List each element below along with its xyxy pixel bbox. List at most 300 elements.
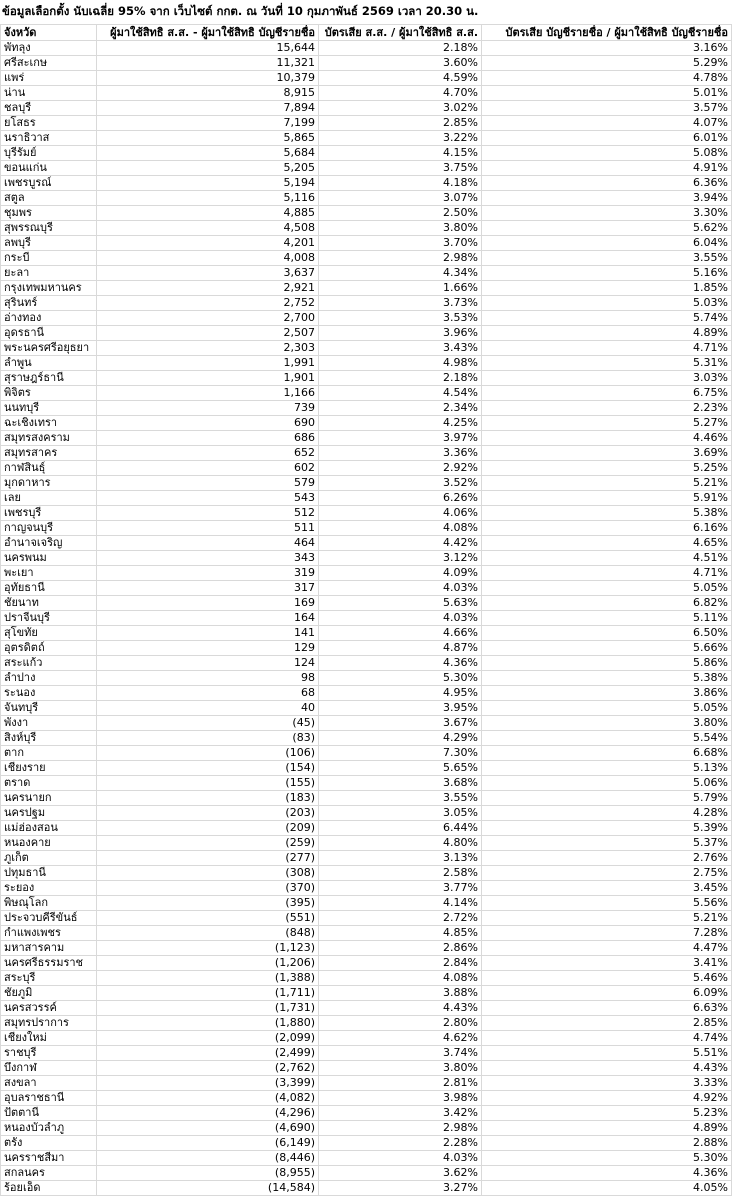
- header-invalid-partylist-ratio[interactable]: บัตรเสีย บัญชีรายชื่อ / ผู้มาใช้สิทธิ บัญชีรายชื่อ: [482, 25, 732, 41]
- province-cell[interactable]: พัทลุง: [1, 41, 97, 56]
- invalid-constituency-ratio-cell[interactable]: 4.59%: [319, 71, 482, 86]
- province-cell[interactable]: นราธิวาส: [1, 131, 97, 146]
- turnout-difference-cell[interactable]: (209): [97, 821, 319, 836]
- province-cell[interactable]: นครสวรรค์: [1, 1001, 97, 1016]
- province-cell[interactable]: พระนครศรีอยุธยา: [1, 341, 97, 356]
- invalid-constituency-ratio-cell[interactable]: 4.87%: [319, 641, 482, 656]
- province-cell[interactable]: สมุทรสาคร: [1, 446, 97, 461]
- province-cell[interactable]: สุรินทร์: [1, 296, 97, 311]
- invalid-constituency-ratio-cell[interactable]: 2.98%: [319, 1121, 482, 1136]
- invalid-constituency-ratio-cell[interactable]: 4.54%: [319, 386, 482, 401]
- province-cell[interactable]: นนทบุรี: [1, 401, 97, 416]
- invalid-partylist-ratio-cell[interactable]: 5.27%: [482, 416, 732, 431]
- invalid-constituency-ratio-cell[interactable]: 4.66%: [319, 626, 482, 641]
- province-cell[interactable]: ตราด: [1, 776, 97, 791]
- invalid-constituency-ratio-cell[interactable]: 7.30%: [319, 746, 482, 761]
- invalid-constituency-ratio-cell[interactable]: 3.05%: [319, 806, 482, 821]
- invalid-constituency-ratio-cell[interactable]: 3.13%: [319, 851, 482, 866]
- invalid-partylist-ratio-cell[interactable]: 5.38%: [482, 671, 732, 686]
- invalid-constituency-ratio-cell[interactable]: 5.30%: [319, 671, 482, 686]
- province-cell[interactable]: แม่ฮ่องสอน: [1, 821, 97, 836]
- turnout-difference-cell[interactable]: (8,446): [97, 1151, 319, 1166]
- invalid-constituency-ratio-cell[interactable]: 3.62%: [319, 1166, 482, 1181]
- invalid-partylist-ratio-cell[interactable]: 5.86%: [482, 656, 732, 671]
- invalid-partylist-ratio-cell[interactable]: 3.16%: [482, 41, 732, 56]
- invalid-constituency-ratio-cell[interactable]: 4.36%: [319, 656, 482, 671]
- province-cell[interactable]: อุบลราชธานี: [1, 1091, 97, 1106]
- invalid-partylist-ratio-cell[interactable]: 6.82%: [482, 596, 732, 611]
- invalid-constituency-ratio-cell[interactable]: 3.12%: [319, 551, 482, 566]
- invalid-partylist-ratio-cell[interactable]: 4.65%: [482, 536, 732, 551]
- province-cell[interactable]: ชัยภูมิ: [1, 986, 97, 1001]
- invalid-constituency-ratio-cell[interactable]: 3.88%: [319, 986, 482, 1001]
- invalid-constituency-ratio-cell[interactable]: 3.77%: [319, 881, 482, 896]
- province-cell[interactable]: ลำพูน: [1, 356, 97, 371]
- invalid-constituency-ratio-cell[interactable]: 2.28%: [319, 1136, 482, 1151]
- invalid-partylist-ratio-cell[interactable]: 6.09%: [482, 986, 732, 1001]
- invalid-constituency-ratio-cell[interactable]: 4.06%: [319, 506, 482, 521]
- turnout-difference-cell[interactable]: 464: [97, 536, 319, 551]
- header-province[interactable]: จังหวัด: [1, 25, 97, 41]
- province-cell[interactable]: กาฬสินธุ์: [1, 461, 97, 476]
- invalid-constituency-ratio-cell[interactable]: 2.84%: [319, 956, 482, 971]
- invalid-partylist-ratio-cell[interactable]: 4.28%: [482, 806, 732, 821]
- invalid-partylist-ratio-cell[interactable]: 6.16%: [482, 521, 732, 536]
- province-cell[interactable]: สตูล: [1, 191, 97, 206]
- turnout-difference-cell[interactable]: 7,894: [97, 101, 319, 116]
- invalid-constituency-ratio-cell[interactable]: 3.80%: [319, 1061, 482, 1076]
- turnout-difference-cell[interactable]: 2,921: [97, 281, 319, 296]
- turnout-difference-cell[interactable]: 4,201: [97, 236, 319, 251]
- invalid-constituency-ratio-cell[interactable]: 2.86%: [319, 941, 482, 956]
- turnout-difference-cell[interactable]: 40: [97, 701, 319, 716]
- province-cell[interactable]: ระนอง: [1, 686, 97, 701]
- invalid-constituency-ratio-cell[interactable]: 3.80%: [319, 221, 482, 236]
- turnout-difference-cell[interactable]: (4,690): [97, 1121, 319, 1136]
- invalid-partylist-ratio-cell[interactable]: 4.43%: [482, 1061, 732, 1076]
- invalid-partylist-ratio-cell[interactable]: 5.21%: [482, 911, 732, 926]
- invalid-partylist-ratio-cell[interactable]: 4.36%: [482, 1166, 732, 1181]
- turnout-difference-cell[interactable]: 141: [97, 626, 319, 641]
- invalid-partylist-ratio-cell[interactable]: 5.05%: [482, 701, 732, 716]
- invalid-constituency-ratio-cell[interactable]: 3.07%: [319, 191, 482, 206]
- province-cell[interactable]: กระบี่: [1, 251, 97, 266]
- turnout-difference-cell[interactable]: (1,206): [97, 956, 319, 971]
- invalid-constituency-ratio-cell[interactable]: 4.14%: [319, 896, 482, 911]
- province-cell[interactable]: ปัตตานี: [1, 1106, 97, 1121]
- invalid-partylist-ratio-cell[interactable]: 3.94%: [482, 191, 732, 206]
- turnout-difference-cell[interactable]: (83): [97, 731, 319, 746]
- province-cell[interactable]: อุตรดิตถ์: [1, 641, 97, 656]
- invalid-constituency-ratio-cell[interactable]: 3.42%: [319, 1106, 482, 1121]
- province-cell[interactable]: กำแพงเพชร: [1, 926, 97, 941]
- invalid-constituency-ratio-cell[interactable]: 4.42%: [319, 536, 482, 551]
- invalid-constituency-ratio-cell[interactable]: 3.22%: [319, 131, 482, 146]
- turnout-difference-cell[interactable]: 169: [97, 596, 319, 611]
- invalid-constituency-ratio-cell[interactable]: 3.02%: [319, 101, 482, 116]
- province-cell[interactable]: อำนาจเจริญ: [1, 536, 97, 551]
- province-cell[interactable]: เลย: [1, 491, 97, 506]
- turnout-difference-cell[interactable]: 4,885: [97, 206, 319, 221]
- invalid-constituency-ratio-cell[interactable]: 2.98%: [319, 251, 482, 266]
- turnout-difference-cell[interactable]: (4,296): [97, 1106, 319, 1121]
- province-cell[interactable]: พิจิตร: [1, 386, 97, 401]
- invalid-constituency-ratio-cell[interactable]: 3.27%: [319, 1181, 482, 1196]
- turnout-difference-cell[interactable]: 2,507: [97, 326, 319, 341]
- invalid-partylist-ratio-cell[interactable]: 5.29%: [482, 56, 732, 71]
- turnout-difference-cell[interactable]: 68: [97, 686, 319, 701]
- invalid-constituency-ratio-cell[interactable]: 3.74%: [319, 1046, 482, 1061]
- turnout-difference-cell[interactable]: (8,955): [97, 1166, 319, 1181]
- invalid-constituency-ratio-cell[interactable]: 4.03%: [319, 611, 482, 626]
- invalid-partylist-ratio-cell[interactable]: 3.41%: [482, 956, 732, 971]
- turnout-difference-cell[interactable]: 5,116: [97, 191, 319, 206]
- province-cell[interactable]: เพชรบุรี: [1, 506, 97, 521]
- invalid-partylist-ratio-cell[interactable]: 4.05%: [482, 1181, 732, 1196]
- invalid-partylist-ratio-cell[interactable]: 5.11%: [482, 611, 732, 626]
- invalid-constituency-ratio-cell[interactable]: 4.29%: [319, 731, 482, 746]
- invalid-constituency-ratio-cell[interactable]: 3.75%: [319, 161, 482, 176]
- turnout-difference-cell[interactable]: (370): [97, 881, 319, 896]
- turnout-difference-cell[interactable]: 543: [97, 491, 319, 506]
- province-cell[interactable]: ยะลา: [1, 266, 97, 281]
- invalid-constituency-ratio-cell[interactable]: 3.97%: [319, 431, 482, 446]
- turnout-difference-cell[interactable]: 129: [97, 641, 319, 656]
- province-cell[interactable]: สงขลา: [1, 1076, 97, 1091]
- province-cell[interactable]: สิงห์บุรี: [1, 731, 97, 746]
- invalid-partylist-ratio-cell[interactable]: 3.69%: [482, 446, 732, 461]
- invalid-partylist-ratio-cell[interactable]: 5.38%: [482, 506, 732, 521]
- invalid-constituency-ratio-cell[interactable]: 3.67%: [319, 716, 482, 731]
- province-cell[interactable]: จันทบุรี: [1, 701, 97, 716]
- province-cell[interactable]: หนองบัวลำภู: [1, 1121, 97, 1136]
- province-cell[interactable]: ภูเก็ต: [1, 851, 97, 866]
- invalid-partylist-ratio-cell[interactable]: 2.85%: [482, 1016, 732, 1031]
- turnout-difference-cell[interactable]: 1,901: [97, 371, 319, 386]
- province-cell[interactable]: ลพบุรี: [1, 236, 97, 251]
- invalid-constituency-ratio-cell[interactable]: 4.08%: [319, 521, 482, 536]
- invalid-constituency-ratio-cell[interactable]: 4.95%: [319, 686, 482, 701]
- turnout-difference-cell[interactable]: (2,762): [97, 1061, 319, 1076]
- province-cell[interactable]: ปราจีนบุรี: [1, 611, 97, 626]
- invalid-partylist-ratio-cell[interactable]: 4.74%: [482, 1031, 732, 1046]
- province-cell[interactable]: ชัยนาท: [1, 596, 97, 611]
- province-cell[interactable]: ร้อยเอ็ด: [1, 1181, 97, 1196]
- invalid-partylist-ratio-cell[interactable]: 6.01%: [482, 131, 732, 146]
- invalid-partylist-ratio-cell[interactable]: 6.04%: [482, 236, 732, 251]
- invalid-partylist-ratio-cell[interactable]: 5.06%: [482, 776, 732, 791]
- turnout-difference-cell[interactable]: (183): [97, 791, 319, 806]
- invalid-constituency-ratio-cell[interactable]: 2.58%: [319, 866, 482, 881]
- turnout-difference-cell[interactable]: (155): [97, 776, 319, 791]
- turnout-difference-cell[interactable]: (551): [97, 911, 319, 926]
- invalid-constituency-ratio-cell[interactable]: 4.70%: [319, 86, 482, 101]
- invalid-partylist-ratio-cell[interactable]: 5.23%: [482, 1106, 732, 1121]
- invalid-partylist-ratio-cell[interactable]: 3.57%: [482, 101, 732, 116]
- invalid-partylist-ratio-cell[interactable]: 5.91%: [482, 491, 732, 506]
- turnout-difference-cell[interactable]: (154): [97, 761, 319, 776]
- invalid-partylist-ratio-cell[interactable]: 5.13%: [482, 761, 732, 776]
- turnout-difference-cell[interactable]: (45): [97, 716, 319, 731]
- province-cell[interactable]: ราชบุรี: [1, 1046, 97, 1061]
- invalid-partylist-ratio-cell[interactable]: 5.46%: [482, 971, 732, 986]
- invalid-constituency-ratio-cell[interactable]: 3.53%: [319, 311, 482, 326]
- invalid-constituency-ratio-cell[interactable]: 4.43%: [319, 1001, 482, 1016]
- invalid-partylist-ratio-cell[interactable]: 4.89%: [482, 326, 732, 341]
- turnout-difference-cell[interactable]: 317: [97, 581, 319, 596]
- invalid-constituency-ratio-cell[interactable]: 2.85%: [319, 116, 482, 131]
- invalid-partylist-ratio-cell[interactable]: 5.30%: [482, 1151, 732, 1166]
- turnout-difference-cell[interactable]: 3,637: [97, 266, 319, 281]
- invalid-constituency-ratio-cell[interactable]: 2.72%: [319, 911, 482, 926]
- invalid-constituency-ratio-cell[interactable]: 4.62%: [319, 1031, 482, 1046]
- invalid-constituency-ratio-cell[interactable]: 3.95%: [319, 701, 482, 716]
- province-cell[interactable]: ลำปาง: [1, 671, 97, 686]
- turnout-difference-cell[interactable]: 343: [97, 551, 319, 566]
- turnout-difference-cell[interactable]: 511: [97, 521, 319, 536]
- province-cell[interactable]: บึงกาฬ: [1, 1061, 97, 1076]
- invalid-partylist-ratio-cell[interactable]: 3.03%: [482, 371, 732, 386]
- invalid-constituency-ratio-cell[interactable]: 2.50%: [319, 206, 482, 221]
- invalid-constituency-ratio-cell[interactable]: 2.92%: [319, 461, 482, 476]
- turnout-difference-cell[interactable]: 1,991: [97, 356, 319, 371]
- province-cell[interactable]: สระบุรี: [1, 971, 97, 986]
- invalid-partylist-ratio-cell[interactable]: 5.05%: [482, 581, 732, 596]
- province-cell[interactable]: นครปฐม: [1, 806, 97, 821]
- invalid-partylist-ratio-cell[interactable]: 4.51%: [482, 551, 732, 566]
- province-cell[interactable]: ฉะเชิงเทรา: [1, 416, 97, 431]
- invalid-partylist-ratio-cell[interactable]: 2.88%: [482, 1136, 732, 1151]
- invalid-partylist-ratio-cell[interactable]: 5.31%: [482, 356, 732, 371]
- invalid-constituency-ratio-cell[interactable]: 4.18%: [319, 176, 482, 191]
- turnout-difference-cell[interactable]: 8,915: [97, 86, 319, 101]
- invalid-constituency-ratio-cell[interactable]: 2.80%: [319, 1016, 482, 1031]
- province-cell[interactable]: น่าน: [1, 86, 97, 101]
- turnout-difference-cell[interactable]: 124: [97, 656, 319, 671]
- province-cell[interactable]: ชลบุรี: [1, 101, 97, 116]
- invalid-partylist-ratio-cell[interactable]: 4.46%: [482, 431, 732, 446]
- turnout-difference-cell[interactable]: (848): [97, 926, 319, 941]
- turnout-difference-cell[interactable]: 602: [97, 461, 319, 476]
- province-cell[interactable]: นครศรีธรรมราช: [1, 956, 97, 971]
- turnout-difference-cell[interactable]: (1,880): [97, 1016, 319, 1031]
- invalid-partylist-ratio-cell[interactable]: 4.89%: [482, 1121, 732, 1136]
- province-cell[interactable]: สมุทรปราการ: [1, 1016, 97, 1031]
- invalid-constituency-ratio-cell[interactable]: 3.36%: [319, 446, 482, 461]
- province-cell[interactable]: ขอนแก่น: [1, 161, 97, 176]
- invalid-constituency-ratio-cell[interactable]: 2.18%: [319, 371, 482, 386]
- invalid-constituency-ratio-cell[interactable]: 3.70%: [319, 236, 482, 251]
- invalid-partylist-ratio-cell[interactable]: 5.08%: [482, 146, 732, 161]
- invalid-partylist-ratio-cell[interactable]: 3.86%: [482, 686, 732, 701]
- invalid-partylist-ratio-cell[interactable]: 5.54%: [482, 731, 732, 746]
- province-cell[interactable]: สระแก้ว: [1, 656, 97, 671]
- province-cell[interactable]: สุโขทัย: [1, 626, 97, 641]
- invalid-constituency-ratio-cell[interactable]: 4.03%: [319, 1151, 482, 1166]
- invalid-constituency-ratio-cell[interactable]: 5.63%: [319, 596, 482, 611]
- turnout-difference-cell[interactable]: 690: [97, 416, 319, 431]
- turnout-difference-cell[interactable]: 164: [97, 611, 319, 626]
- invalid-constituency-ratio-cell[interactable]: 4.98%: [319, 356, 482, 371]
- turnout-difference-cell[interactable]: (4,082): [97, 1091, 319, 1106]
- province-cell[interactable]: สุพรรณบุรี: [1, 221, 97, 236]
- turnout-difference-cell[interactable]: (106): [97, 746, 319, 761]
- invalid-partylist-ratio-cell[interactable]: 2.75%: [482, 866, 732, 881]
- invalid-partylist-ratio-cell[interactable]: 6.75%: [482, 386, 732, 401]
- turnout-difference-cell[interactable]: 2,303: [97, 341, 319, 356]
- turnout-difference-cell[interactable]: (308): [97, 866, 319, 881]
- invalid-partylist-ratio-cell[interactable]: 5.51%: [482, 1046, 732, 1061]
- invalid-partylist-ratio-cell[interactable]: 5.56%: [482, 896, 732, 911]
- header-invalid-constituency-ratio[interactable]: บัตรเสีย ส.ส. / ผู้มาใช้สิทธิ ส.ส.: [319, 25, 482, 41]
- invalid-partylist-ratio-cell[interactable]: 3.55%: [482, 251, 732, 266]
- turnout-difference-cell[interactable]: 11,321: [97, 56, 319, 71]
- province-cell[interactable]: สุราษฎร์ธานี: [1, 371, 97, 386]
- invalid-partylist-ratio-cell[interactable]: 3.45%: [482, 881, 732, 896]
- turnout-difference-cell[interactable]: (203): [97, 806, 319, 821]
- province-cell[interactable]: แพร่: [1, 71, 97, 86]
- invalid-partylist-ratio-cell[interactable]: 5.66%: [482, 641, 732, 656]
- invalid-partylist-ratio-cell[interactable]: 4.92%: [482, 1091, 732, 1106]
- turnout-difference-cell[interactable]: 7,199: [97, 116, 319, 131]
- province-cell[interactable]: กรุงเทพมหานคร: [1, 281, 97, 296]
- invalid-partylist-ratio-cell[interactable]: 3.33%: [482, 1076, 732, 1091]
- turnout-difference-cell[interactable]: 2,752: [97, 296, 319, 311]
- turnout-difference-cell[interactable]: (277): [97, 851, 319, 866]
- invalid-partylist-ratio-cell[interactable]: 4.78%: [482, 71, 732, 86]
- province-cell[interactable]: นครนายก: [1, 791, 97, 806]
- invalid-partylist-ratio-cell[interactable]: 2.76%: [482, 851, 732, 866]
- province-cell[interactable]: อ่างทอง: [1, 311, 97, 326]
- province-cell[interactable]: เพชรบูรณ์: [1, 176, 97, 191]
- turnout-difference-cell[interactable]: 739: [97, 401, 319, 416]
- invalid-constituency-ratio-cell[interactable]: 2.81%: [319, 1076, 482, 1091]
- province-cell[interactable]: เชียงใหม่: [1, 1031, 97, 1046]
- invalid-constituency-ratio-cell[interactable]: 3.52%: [319, 476, 482, 491]
- invalid-partylist-ratio-cell[interactable]: 7.28%: [482, 926, 732, 941]
- invalid-partylist-ratio-cell[interactable]: 4.47%: [482, 941, 732, 956]
- turnout-difference-cell[interactable]: (1,731): [97, 1001, 319, 1016]
- province-cell[interactable]: สมุทรสงคราม: [1, 431, 97, 446]
- province-cell[interactable]: นครราชสีมา: [1, 1151, 97, 1166]
- invalid-constituency-ratio-cell[interactable]: 4.15%: [319, 146, 482, 161]
- invalid-constituency-ratio-cell[interactable]: 3.60%: [319, 56, 482, 71]
- invalid-partylist-ratio-cell[interactable]: 5.01%: [482, 86, 732, 101]
- turnout-difference-cell[interactable]: (3,399): [97, 1076, 319, 1091]
- turnout-difference-cell[interactable]: 4,008: [97, 251, 319, 266]
- invalid-partylist-ratio-cell[interactable]: 4.71%: [482, 341, 732, 356]
- province-cell[interactable]: มุกดาหาร: [1, 476, 97, 491]
- invalid-partylist-ratio-cell[interactable]: 3.30%: [482, 206, 732, 221]
- invalid-partylist-ratio-cell[interactable]: 1.85%: [482, 281, 732, 296]
- invalid-partylist-ratio-cell[interactable]: 5.21%: [482, 476, 732, 491]
- turnout-difference-cell[interactable]: (1,388): [97, 971, 319, 986]
- turnout-difference-cell[interactable]: 5,194: [97, 176, 319, 191]
- province-cell[interactable]: ศรีสะเกษ: [1, 56, 97, 71]
- turnout-difference-cell[interactable]: (1,711): [97, 986, 319, 1001]
- invalid-partylist-ratio-cell[interactable]: 6.68%: [482, 746, 732, 761]
- turnout-difference-cell[interactable]: 652: [97, 446, 319, 461]
- invalid-constituency-ratio-cell[interactable]: 2.18%: [319, 41, 482, 56]
- invalid-constituency-ratio-cell[interactable]: 4.03%: [319, 581, 482, 596]
- turnout-difference-cell[interactable]: 319: [97, 566, 319, 581]
- turnout-difference-cell[interactable]: 4,508: [97, 221, 319, 236]
- invalid-partylist-ratio-cell[interactable]: 5.74%: [482, 311, 732, 326]
- province-cell[interactable]: นครพนม: [1, 551, 97, 566]
- invalid-constituency-ratio-cell[interactable]: 2.34%: [319, 401, 482, 416]
- invalid-constituency-ratio-cell[interactable]: 4.80%: [319, 836, 482, 851]
- turnout-difference-cell[interactable]: 98: [97, 671, 319, 686]
- province-cell[interactable]: มหาสารคาม: [1, 941, 97, 956]
- turnout-difference-cell[interactable]: 10,379: [97, 71, 319, 86]
- invalid-constituency-ratio-cell[interactable]: 1.66%: [319, 281, 482, 296]
- invalid-constituency-ratio-cell[interactable]: 4.09%: [319, 566, 482, 581]
- province-cell[interactable]: พิษณุโลก: [1, 896, 97, 911]
- invalid-constituency-ratio-cell[interactable]: 3.96%: [319, 326, 482, 341]
- turnout-difference-cell[interactable]: (259): [97, 836, 319, 851]
- invalid-constituency-ratio-cell[interactable]: 4.85%: [319, 926, 482, 941]
- invalid-partylist-ratio-cell[interactable]: 5.79%: [482, 791, 732, 806]
- province-cell[interactable]: ปทุมธานี: [1, 866, 97, 881]
- invalid-constituency-ratio-cell[interactable]: 3.68%: [319, 776, 482, 791]
- invalid-constituency-ratio-cell[interactable]: 4.25%: [319, 416, 482, 431]
- invalid-constituency-ratio-cell[interactable]: 3.43%: [319, 341, 482, 356]
- province-cell[interactable]: พังงา: [1, 716, 97, 731]
- invalid-constituency-ratio-cell[interactable]: 6.44%: [319, 821, 482, 836]
- province-cell[interactable]: สกลนคร: [1, 1166, 97, 1181]
- invalid-partylist-ratio-cell[interactable]: 5.39%: [482, 821, 732, 836]
- turnout-difference-cell[interactable]: 5,865: [97, 131, 319, 146]
- province-cell[interactable]: หนองคาย: [1, 836, 97, 851]
- invalid-partylist-ratio-cell[interactable]: 4.07%: [482, 116, 732, 131]
- invalid-constituency-ratio-cell[interactable]: 3.73%: [319, 296, 482, 311]
- province-cell[interactable]: บุรีรัมย์: [1, 146, 97, 161]
- invalid-constituency-ratio-cell[interactable]: 3.98%: [319, 1091, 482, 1106]
- invalid-partylist-ratio-cell[interactable]: 3.80%: [482, 716, 732, 731]
- province-cell[interactable]: ประจวบคีรีขันธ์: [1, 911, 97, 926]
- turnout-difference-cell[interactable]: 512: [97, 506, 319, 521]
- invalid-constituency-ratio-cell[interactable]: 3.55%: [319, 791, 482, 806]
- invalid-partylist-ratio-cell[interactable]: 4.91%: [482, 161, 732, 176]
- turnout-difference-cell[interactable]: (14,584): [97, 1181, 319, 1196]
- province-cell[interactable]: ตรัง: [1, 1136, 97, 1151]
- turnout-difference-cell[interactable]: (2,099): [97, 1031, 319, 1046]
- invalid-partylist-ratio-cell[interactable]: 5.25%: [482, 461, 732, 476]
- province-cell[interactable]: อุทัยธานี: [1, 581, 97, 596]
- invalid-constituency-ratio-cell[interactable]: 5.65%: [319, 761, 482, 776]
- province-cell[interactable]: พะเยา: [1, 566, 97, 581]
- turnout-difference-cell[interactable]: (6,149): [97, 1136, 319, 1151]
- province-cell[interactable]: ชุมพร: [1, 206, 97, 221]
- province-cell[interactable]: ระยอง: [1, 881, 97, 896]
- invalid-partylist-ratio-cell[interactable]: 5.37%: [482, 836, 732, 851]
- turnout-difference-cell[interactable]: 1,166: [97, 386, 319, 401]
- turnout-difference-cell[interactable]: 5,684: [97, 146, 319, 161]
- turnout-difference-cell[interactable]: 15,644: [97, 41, 319, 56]
- invalid-constituency-ratio-cell[interactable]: 6.26%: [319, 491, 482, 506]
- invalid-partylist-ratio-cell[interactable]: 5.16%: [482, 266, 732, 281]
- turnout-difference-cell[interactable]: 579: [97, 476, 319, 491]
- invalid-partylist-ratio-cell[interactable]: 6.50%: [482, 626, 732, 641]
- turnout-difference-cell[interactable]: (1,123): [97, 941, 319, 956]
- invalid-partylist-ratio-cell[interactable]: 5.62%: [482, 221, 732, 236]
- turnout-difference-cell[interactable]: (2,499): [97, 1046, 319, 1061]
- province-cell[interactable]: อุดรธานี: [1, 326, 97, 341]
- header-turnout-difference[interactable]: ผู้มาใช้สิทธิ ส.ส. - ผู้มาใช้สิทธิ บัญชีรายชื่อ: [97, 25, 319, 41]
- turnout-difference-cell[interactable]: 686: [97, 431, 319, 446]
- invalid-partylist-ratio-cell[interactable]: 5.03%: [482, 296, 732, 311]
- invalid-partylist-ratio-cell[interactable]: 6.63%: [482, 1001, 732, 1016]
